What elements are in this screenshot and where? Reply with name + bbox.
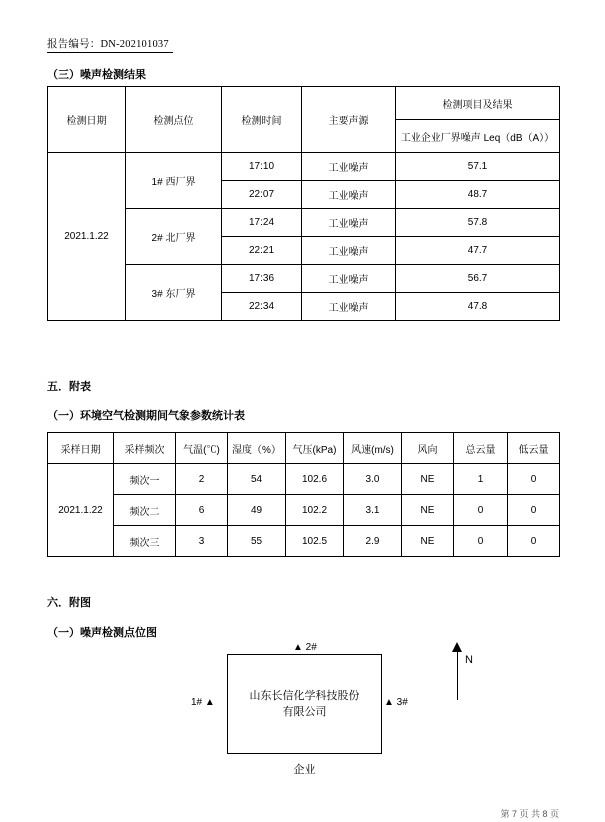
report-number-underline (47, 52, 173, 53)
cell-freq: 频次一 (114, 464, 176, 495)
cell-date: 2021.1.22 (48, 153, 126, 321)
plant-name (250, 688, 360, 721)
cell-wind-dir: NE (402, 526, 454, 557)
header-point: 检测点位 (126, 87, 222, 153)
cell-point-3: 3# 东厂界 (126, 265, 222, 321)
header-source: 主要声源 (302, 87, 396, 153)
table-header-row (48, 433, 560, 464)
cell-wind-dir: NE (402, 464, 454, 495)
cell-source: 工业噪声 (302, 237, 396, 265)
report-number-text: 报告编号：DN-202101037 (47, 39, 169, 50)
section-title-noise-results: （三）噪声检测结果 (47, 69, 146, 81)
monitoring-point-3-marker: ▲ 3# (384, 697, 408, 708)
header-date: 检测日期 (48, 87, 126, 153)
cell-humidity: 55 (228, 526, 286, 557)
cell-source: 工业噪声 (302, 209, 396, 237)
plant-name-line1: 山东长信化学科技股份 (249, 689, 360, 702)
plant-name-line2: 有限公司 (282, 706, 327, 718)
cell-value: 57.8 (396, 209, 560, 237)
header-items-results: 检测项目及结果 (396, 87, 560, 120)
cell-source: 工业噪声 (302, 181, 396, 209)
cell-wind-speed: 2.9 (344, 526, 402, 557)
monitoring-point-2-marker: ▲ 2# (293, 642, 317, 653)
cell-time: 22:34 (222, 293, 302, 321)
cell-temp: 3 (176, 526, 228, 557)
cell-freq: 频次三 (114, 526, 176, 557)
cell-temp: 6 (176, 495, 228, 526)
header-time: 检测时间 (222, 87, 302, 153)
section-title-weather-table: （一）环境空气检测期间气象参数统计表 (47, 410, 245, 422)
table-row (48, 464, 560, 495)
header-sample-date: 采样日期 (48, 433, 114, 464)
cell-wind-speed: 3.0 (344, 464, 402, 495)
page-footer: 第 7 页 共 8 页 (500, 809, 559, 819)
cell-value: 56.7 (396, 265, 560, 293)
report-number (47, 36, 169, 51)
cell-total-cloud: 1 (454, 464, 508, 495)
north-label: N (465, 654, 473, 666)
cell-low-cloud: 0 (508, 495, 560, 526)
noise-monitoring-layout-diagram (47, 640, 559, 790)
table-row (48, 495, 560, 526)
cell-value: 57.1 (396, 153, 560, 181)
cell-wind-dir: NE (402, 495, 454, 526)
cell-value: 47.7 (396, 237, 560, 265)
header-humidity: 湿度（%） (228, 433, 286, 464)
north-arrow-line (457, 650, 458, 700)
section-title-noise-layout: （一）噪声检测点位图 (47, 627, 157, 639)
table-header-row (48, 87, 560, 120)
cell-time: 17:36 (222, 265, 302, 293)
table-row (48, 526, 560, 557)
header-low-cloud: 低云量 (508, 433, 560, 464)
cell-humidity: 54 (228, 464, 286, 495)
plant-boundary-box (227, 654, 382, 754)
noise-results-table (47, 86, 560, 321)
cell-total-cloud: 0 (454, 526, 508, 557)
cell-low-cloud: 0 (508, 464, 560, 495)
cell-source: 工业噪声 (302, 153, 396, 181)
cell-total-cloud: 0 (454, 495, 508, 526)
cell-value: 48.7 (396, 181, 560, 209)
monitoring-point-1-marker: 1# ▲ (191, 697, 215, 708)
cell-value: 47.8 (396, 293, 560, 321)
header-metric: 工业企业厂界噪声 Leq（dB（A）） (396, 120, 560, 153)
header-temperature: 气温(℃) (176, 433, 228, 464)
weather-parameters-table (47, 432, 560, 557)
north-arrow-icon (445, 640, 485, 710)
cell-source: 工业噪声 (302, 265, 396, 293)
cell-point-2: 2# 北厂界 (126, 209, 222, 265)
cell-pressure: 102.6 (286, 464, 344, 495)
header-total-cloud: 总云量 (454, 433, 508, 464)
cell-time: 17:24 (222, 209, 302, 237)
cell-freq: 频次二 (114, 495, 176, 526)
section-title-appendix-tables: 五．附表 (47, 381, 91, 393)
header-sample-freq: 采样频次 (114, 433, 176, 464)
cell-time: 22:07 (222, 181, 302, 209)
cell-time: 17:10 (222, 153, 302, 181)
cell-pressure: 102.2 (286, 495, 344, 526)
header-wind-speed: 风速(m/s) (344, 433, 402, 464)
table-row (48, 153, 560, 181)
cell-wind-speed: 3.1 (344, 495, 402, 526)
enterprise-caption: 企业 (293, 764, 316, 776)
header-wind-direction: 风向 (402, 433, 454, 464)
cell-point-1: 1# 西厂界 (126, 153, 222, 209)
cell-temp: 2 (176, 464, 228, 495)
cell-low-cloud: 0 (508, 526, 560, 557)
cell-pressure: 102.5 (286, 526, 344, 557)
cell-humidity: 49 (228, 495, 286, 526)
cell-time: 22:21 (222, 237, 302, 265)
cell-sample-date: 2021.1.22 (48, 464, 114, 557)
section-title-appendix-figures: 六．附图 (47, 597, 91, 609)
cell-source: 工业噪声 (302, 293, 396, 321)
header-pressure: 气压(kPa) (286, 433, 344, 464)
